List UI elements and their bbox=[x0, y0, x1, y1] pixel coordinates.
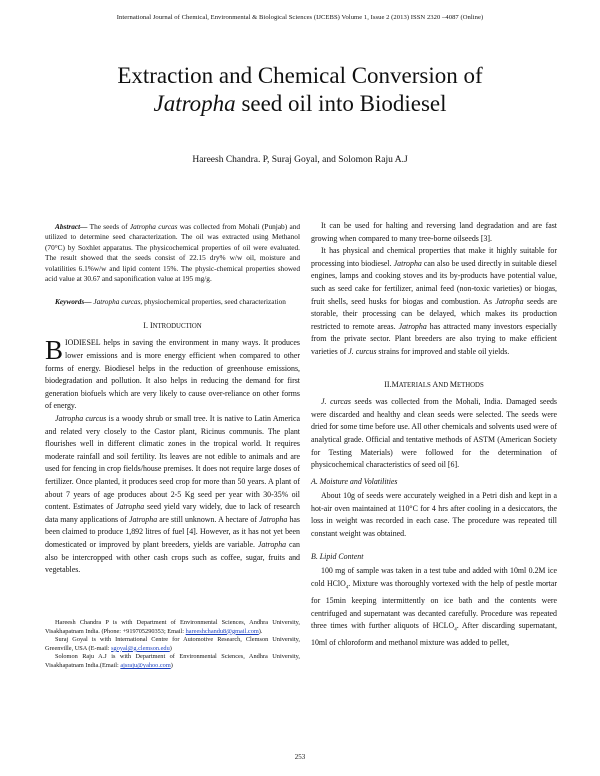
subsection-moisture: A. Moisture and Volatilities bbox=[311, 476, 398, 486]
footnote-3-end: ) bbox=[170, 661, 173, 669]
methods-species: J. curcas bbox=[321, 397, 351, 407]
methods-heading-m: M bbox=[391, 379, 399, 389]
lipid-sub-1: 4 bbox=[345, 585, 349, 591]
lipid-text-a: 100 mg of sample was taken in a test tube and added with 10ml 0.2M ice cold HClO bbox=[311, 566, 557, 588]
right-paragraph-2 bbox=[311, 245, 557, 358]
methods-heading-c: ETHODS bbox=[456, 381, 484, 389]
abstract-text-2: was collected from Mohali (Punjab) and utilized to determine seed characterization. The oil was extracted using Methanol (70°C) by Soxhlet apparatus. The physicochemical properties of oil were evaluated. The result showed that the seeds consist of 22.15 dry% w/w oil, moisture and volatilities 6.1%w/w and lipid content 15%. The physic-chemical properties showed acid value at 30.67 and saponification value at 195 mg/g. bbox=[45, 222, 300, 284]
intro-p2-species: Jatropha curcus bbox=[55, 414, 107, 423]
lipid-paragraph bbox=[311, 565, 557, 650]
authors-line: Hareesh Chandra. P, Suraj Goyal, and Solomon Raju A.J bbox=[192, 155, 408, 165]
intro-p2-species-4: Jatropha bbox=[259, 514, 288, 524]
left-column bbox=[45, 222, 300, 577]
drop-cap: B bbox=[45, 335, 64, 366]
methods-text: seeds was collected from the Mohali, India. Damaged seeds were discarded and healthy and clean seeds were selected. The seeds were dried for some time before use. All other chemicals and solvents used were of analytical grade. Official and tentative methods of ASTM (American Society for Testing Materials) were followed for the determination of physicochemical characteristics of seed oil [6]. bbox=[311, 397, 557, 470]
intro-p2-d: has been claimed to produce 1,892 litres of fuel [4]. However, as it has not yet been domesticated or improved by plant breeders, yields are variable. bbox=[45, 514, 300, 549]
right-p2-e: strains for improved and stable oil yields. bbox=[376, 346, 510, 356]
right-p2-species-2: Jatropha bbox=[495, 296, 524, 306]
footnote-1 bbox=[45, 619, 300, 636]
right-p2-species-3: Jatropha bbox=[398, 321, 427, 331]
right-paragraph-1: It can be used for halting and reversing land degradation and are fast growing when compared to many tree-borne oilseeds [3]. bbox=[311, 221, 557, 243]
footnote-2-end: ) bbox=[169, 644, 172, 652]
keywords-label: Keywords— bbox=[55, 297, 92, 307]
methods-heading-and: A bbox=[432, 379, 439, 389]
lipid-text-b: . Mixture was thoroughly vortexed with the help of pestle mortar for 15min keeping intermittently on ice bath and the contents were centrifuged and supernatant was decanted carefully. Procedure was repeated three times with further aliquots of HCLO bbox=[311, 578, 557, 631]
intro-paragraph-1 bbox=[45, 337, 300, 413]
title-rest: seed oil into Biodiesel bbox=[235, 91, 447, 116]
section-heading-methods bbox=[311, 379, 557, 393]
footnote-3 bbox=[45, 653, 300, 670]
intro-p2-species-5: Jatropha bbox=[257, 539, 287, 549]
intro-p2-species-2: Jatropha bbox=[115, 502, 145, 512]
footnote-2-text: Suraj Goyal is with International Centre for Automotive Research, Clemson University, Greenville, USA (E-mail: bbox=[45, 636, 300, 652]
footnotes bbox=[45, 619, 300, 671]
intro-heading-rest: NTRODUCTION bbox=[152, 322, 202, 330]
intro-p2-c: are still unknown. A hectare of bbox=[157, 514, 260, 524]
footnote-3-text: Solomon Raju A.J is with Department of Environmental Sciences, Andhra University, Visakhapatnam India.(Email: bbox=[45, 653, 300, 669]
lipid-sub-2: 4 bbox=[454, 627, 457, 633]
footnote-1-end: ). bbox=[258, 627, 263, 635]
page-number: 253 bbox=[294, 753, 306, 761]
right-p2-d: has attracted many investors especially from the private sector. Plant breeders are also trying to make efficient varieties of bbox=[311, 321, 557, 356]
keywords bbox=[45, 297, 300, 307]
intro-p2-a: is a woody shrub or small tree. It is native to Latin America and related very closely to the Castor plant, Ricinus communis. The plant flourishes well in different climatic zones in the tropical world. It requires moderate rainfall and soil fertility. Its leaves are not edible to animals and are used for fencing in crop fields/house premises. It does not require large doses of fertilizer. Once planted, it produces seed crop for more than 50 years. A plant of about 7 years of age produces about 2-5 Kg seed per year with 30-35% oil content. Estimates of bbox=[45, 414, 300, 512]
title-line-2 bbox=[0, 90, 600, 118]
keywords-species: Jatropha curcas bbox=[93, 297, 141, 307]
intro-paragraph-2 bbox=[45, 413, 300, 577]
section-heading-introduction bbox=[45, 320, 300, 334]
intro-p1-text: IODIESEL helps in saving the environment in many ways. It produces lower emissions and is more energy efficient when compared to other forms of energy. Biodiesel helps in the reduction of greenhouse emissions, biodegradation and pollution. It also helps in reducing the demand for first generation biofuels which are very likely to cause over-reliance on other forms of energy. bbox=[45, 338, 300, 411]
right-p2-c: seeds are storable, their processing can be delayed, which makes its production restricted to remote areas. bbox=[311, 296, 558, 331]
right-p2-b: can also be used directly in suitable diesel engines, lamps and cooking stoves and its by-products have potential value, such as seed cake for fertilizer, animal feed (non-toxic varieties) or biogas, fruit shells, seed husks for biogas and combustion. As bbox=[311, 258, 557, 306]
methods-heading-num: II. bbox=[384, 379, 392, 389]
intro-heading-num: I. bbox=[143, 320, 150, 330]
subsection-lipid: B. Lipid Content bbox=[311, 551, 364, 561]
footnote-2-email-link[interactable]: sgoyal@g.clemson.edu bbox=[111, 644, 170, 652]
journal-header: International Journal of Chemical, Environmental & Biological Sciences (IJCEBS) Volume 1, Issue 2 (2013) ISSN 2320 –4087 (Online) bbox=[116, 14, 484, 21]
lipid-text-c: . After discarding supernatant, 10ml of chloroform and methanol mixture was added to pellet, bbox=[311, 621, 557, 648]
abstract bbox=[45, 222, 300, 284]
footnote-1-text: Hareesh Chandra P is with Department of Environmental Sciences, Andhra University, Visakhapatnam India. (Phone: +919705290353; Email: bbox=[45, 619, 300, 635]
methods-heading-b: ND bbox=[438, 381, 450, 389]
right-p2-a: It has physical and chemical properties that make it highly suitable for processing into biodiesel. bbox=[311, 246, 557, 268]
keywords-text: , physiochemical properties, seed characterization bbox=[140, 297, 286, 307]
intro-p2-b: seed yield vary widely, due to lack of research data many applications of bbox=[45, 502, 300, 524]
intro-p2-e: can also be intercropped with other cash crops such as coffee, sugar, fruits and vegetables. bbox=[45, 539, 300, 575]
right-p2-species-4: J. curcus bbox=[348, 346, 377, 356]
abstract-text-1: The seeds of bbox=[87, 222, 130, 231]
footnote-3-email-link[interactable]: ajsraju@yahoo.com bbox=[120, 661, 171, 669]
right-column bbox=[311, 220, 557, 650]
paper-title bbox=[0, 62, 600, 118]
right-p2-species: Jatropha bbox=[393, 258, 422, 268]
abstract-species: Jatropha curcas bbox=[129, 222, 178, 231]
footnote-2 bbox=[45, 636, 300, 653]
moisture-paragraph: About 10g of seeds were accurately weighed in a Petri dish and kept in a hot-air oven maintained at 110°C for 4 hrs after cooling in a desiccators, the loss in weight was recorded in each case. The procedure was repeated till constant weight was obtained. bbox=[311, 491, 557, 539]
methods-paragraph bbox=[311, 396, 557, 472]
methods-heading-a: ATERIALS bbox=[398, 381, 433, 389]
title-line-1: Extraction and Chemical Conversion of bbox=[117, 63, 483, 88]
methods-heading-mm: M bbox=[449, 379, 457, 389]
footnote-1-email-link[interactable]: hareeshchandu8@gmail.com bbox=[185, 627, 259, 635]
abstract-label: Abstract— bbox=[55, 222, 88, 231]
intro-p2-species-3: Jatropha bbox=[128, 514, 158, 524]
intro-heading-first: I bbox=[149, 320, 153, 330]
title-species: Jatropha bbox=[153, 91, 236, 116]
